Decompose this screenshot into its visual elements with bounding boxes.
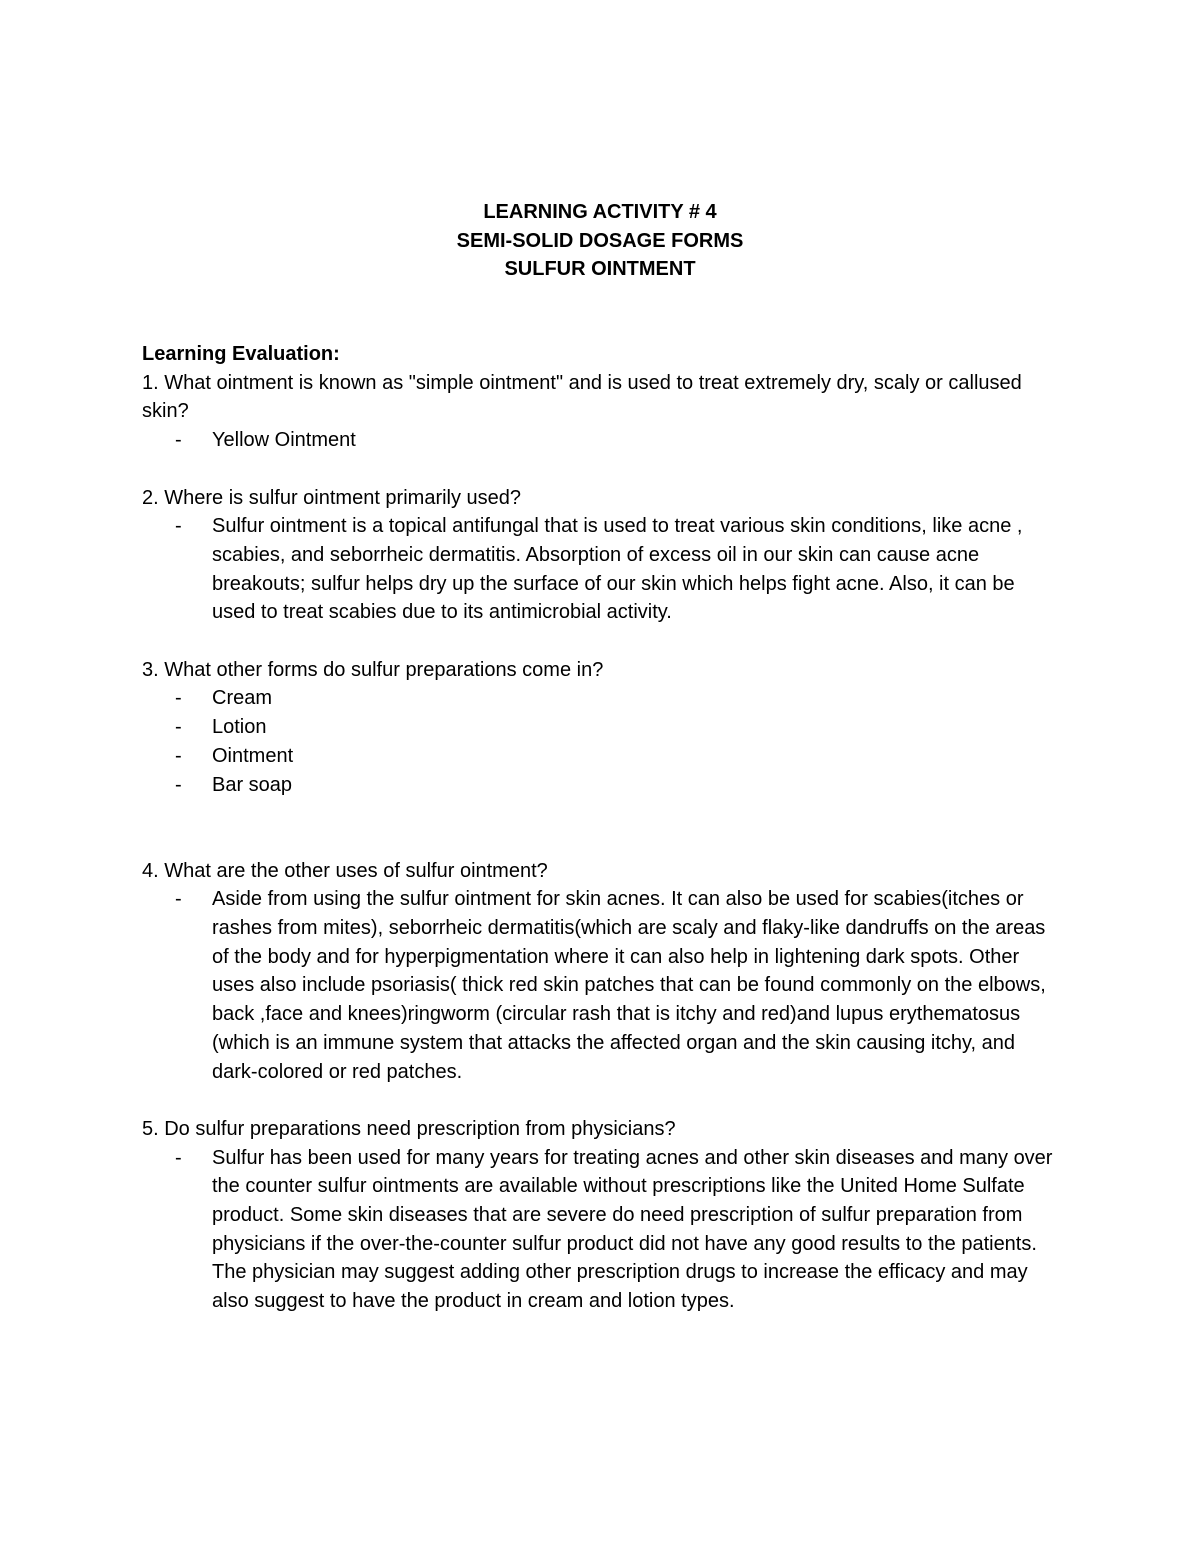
title-line-activity: LEARNING ACTIVITY # 4 xyxy=(483,201,717,223)
answer-item xyxy=(142,1144,1062,1316)
answer-item xyxy=(142,885,1062,1086)
answer-item xyxy=(142,426,1062,455)
question-text: 5. Do sulfur preparations need prescription from physicians? xyxy=(142,1117,676,1140)
answer-text: Lotion xyxy=(212,716,267,739)
answer-item xyxy=(142,771,1062,800)
question-block-4 xyxy=(142,857,1062,1087)
list-dash-marker: - xyxy=(175,429,182,452)
question-text: 3. What other forms do sulfur preparations come in? xyxy=(142,658,604,681)
list-dash-marker: - xyxy=(175,716,182,739)
answer-item xyxy=(142,713,1062,742)
answer-text: Ointment xyxy=(212,744,294,767)
answer-text: Cream xyxy=(212,687,273,710)
list-dash-marker: - xyxy=(175,515,182,538)
title-line-subject: SULFUR OINTMENT xyxy=(504,258,696,280)
section-heading: Learning Evaluation: xyxy=(142,343,340,365)
answer-item xyxy=(142,512,1062,627)
question-text: 1. What ointment is known as "simple ointment" and is used to treat extremely dry, scaly or callused skin? xyxy=(142,371,1022,423)
answer-text: Yellow Ointment xyxy=(212,429,356,452)
question-text: 4. What are the other uses of sulfur ointment? xyxy=(142,859,548,882)
question-block-5 xyxy=(142,1115,1062,1316)
document-body xyxy=(142,340,1062,1345)
question-block-3 xyxy=(142,656,1062,800)
list-dash-marker: - xyxy=(175,687,182,710)
answer-list xyxy=(142,684,1062,799)
answer-text: Sulfur ointment is a topical antifungal that is used to treat various skin conditions, like acne , scabies, and seborrheic dermatitis. Absorption of excess oil in our skin can cause acne breakouts; sulfur helps dry up the surface of our skin which helps fight acne. Also, it can be used to treat scabies due to its antimicrobial activity. xyxy=(212,515,1023,624)
answer-text: Bar soap xyxy=(212,773,293,796)
answer-list xyxy=(142,426,1062,455)
list-dash-marker: - xyxy=(175,1146,182,1169)
title-line-topic: SEMI-SOLID DOSAGE FORMS xyxy=(456,229,744,252)
question-block-1 xyxy=(142,369,1062,455)
answer-text: Aside from using the sulfur ointment for skin acnes. It can also be used for scabies(itches or rashes from mites), seborrheic dermatitis(which are scaly and flaky-like dandruffs on the areas of the body and for hyperpigmentation where it can also help in lightening dark spots. Other uses also include psoriasis( thick red skin patches that can be found commonly on the elbows, back ,face and knees)ringworm (circular rash that is itchy and red)and lupus erythematosus (which is an immune system that attacks the affected organ and the skin causing itchy, and dark-colored or red patches. xyxy=(212,888,1046,1083)
question-block-2 xyxy=(142,484,1062,628)
document-title xyxy=(0,198,1200,284)
answer-item xyxy=(142,684,1062,713)
answer-list xyxy=(142,512,1062,627)
list-dash-marker: - xyxy=(175,888,182,911)
question-text: 2. Where is sulfur ointment primarily used? xyxy=(142,486,522,509)
answer-text: Sulfur has been used for many years for treating acnes and other skin diseases and many over the counter sulfur ointments are available without prescriptions like the United Home Sulfate product. Some skin diseases that are severe do need prescription of sulfur preparation from physicians if the over-the-counter sulfur product did not have any good results to the patients. The physician may suggest adding other prescription drugs to increase the efficacy and may also suggest to have the product in cream and lotion types. xyxy=(212,1146,1053,1313)
answer-list xyxy=(142,1144,1062,1316)
answer-list xyxy=(142,885,1062,1086)
list-dash-marker: - xyxy=(175,773,182,796)
list-dash-marker: - xyxy=(175,744,182,767)
answer-item xyxy=(142,742,1062,771)
